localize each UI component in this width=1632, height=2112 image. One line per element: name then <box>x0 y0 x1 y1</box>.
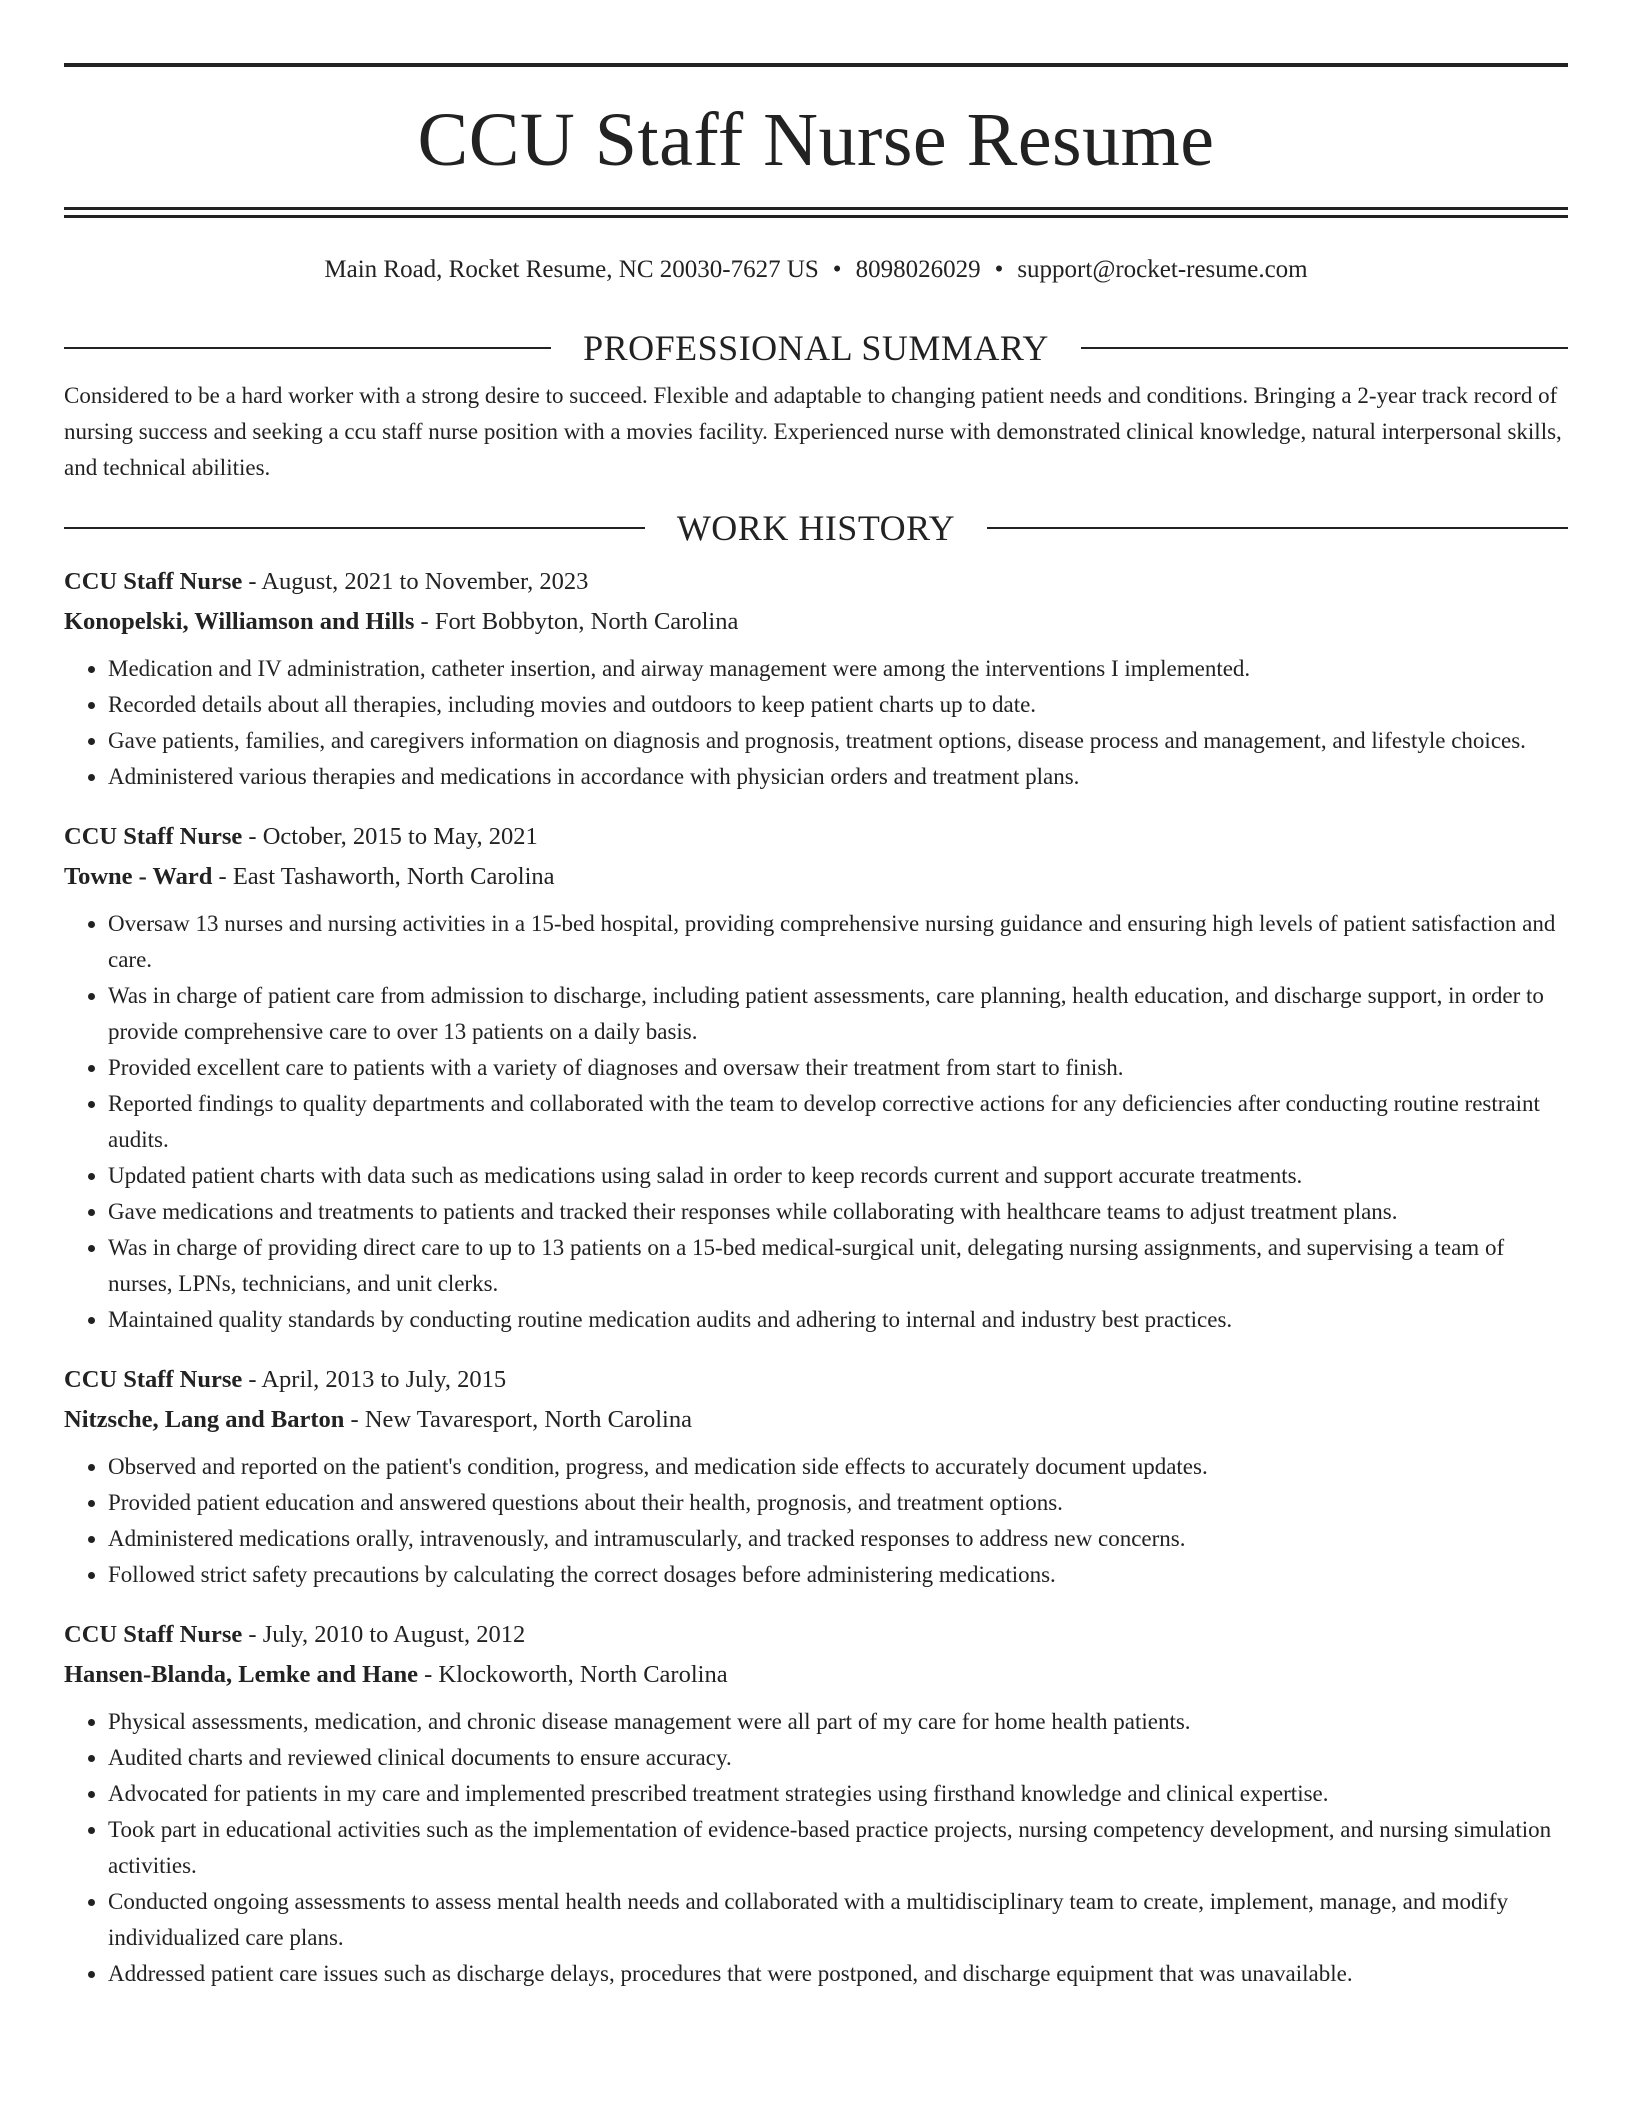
job-location: New Tavaresport, North Carolina <box>364 1406 692 1433</box>
resume-page <box>64 0 1568 1992</box>
job-bullet: • Gave patients, families, and caregivers information on diagnosis and prognosis, treatment options, disease process and management, and lifestyle choices. <box>108 723 1568 759</box>
summary-section-heading <box>64 328 1568 368</box>
job-title: CCU Staff Nurse <box>64 823 243 850</box>
job-entry <box>64 1360 1568 1593</box>
job-bullet: • Updated patient charts with data such as medications using salad in order to keep records current and support accurate treatments. <box>108 1158 1568 1194</box>
job-bullet-list <box>64 906 1568 1338</box>
job-dates: October, 2015 to May, 2021 <box>262 823 538 850</box>
job-bullet: • Medication and IV administration, catheter insertion, and airway management were among the interventions I implemented. <box>108 651 1568 687</box>
job-bullet: • Maintained quality standards by conducting routine medication audits and adhering to internal and industry best practices. <box>108 1302 1568 1338</box>
title-double-rule <box>64 207 1568 218</box>
job-bullet-list <box>64 1449 1568 1593</box>
top-rule <box>64 63 1568 67</box>
job-bullet-list <box>64 651 1568 795</box>
job-bullet: • Physical assessments, medication, and chronic disease management were all part of my care for home health patients. <box>108 1704 1568 1740</box>
contact-address: Main Road, Rocket Resume, NC 20030-7627 US <box>324 256 819 283</box>
job-employer: Towne - Ward <box>64 863 213 890</box>
job-title: CCU Staff Nurse <box>64 1366 243 1393</box>
job-bullet: • Was in charge of providing direct care to up to 13 patients on a 15-bed medical-surgical unit, delegating nursing assignments, and supervising a team of nurses, LPNs, technicians, and unit clerks. <box>108 1230 1568 1302</box>
job-bullet: • Provided excellent care to patients with a variety of diagnoses and oversaw their treatment from start to finish. <box>108 1050 1568 1086</box>
job-title: CCU Staff Nurse <box>64 1621 243 1648</box>
job-bullet: • Reported findings to quality departments and collaborated with the team to develop corrective actions for any deficiencies after conducting routine restraint audits. <box>108 1086 1568 1158</box>
job-employer-line: Konopelski, Williamson and Hills - Fort Bobbyton, North Carolina <box>64 608 739 635</box>
job-bullet: • Was in charge of patient care from admission to discharge, including patient assessments, care planning, health education, and discharge support, in order to provide comprehensive care to over 13 patients on a daily basis. <box>108 978 1568 1050</box>
job-entry <box>64 817 1568 1338</box>
job-title-line: CCU Staff Nurse - August, 2021 to November, 2023 <box>64 568 589 595</box>
heading-rule-left <box>64 347 551 349</box>
job-bullet: • Observed and reported on the patient's condition, progress, and medication side effects to accurately document updates. <box>108 1449 1568 1485</box>
job-employer-line: Nitzsche, Lang and Barton - New Tavaresport, North Carolina <box>64 1406 692 1433</box>
job-entry <box>64 562 1568 795</box>
job-bullet: • Gave medications and treatments to patients and tracked their responses while collaborating with healthcare teams to adjust treatment plans. <box>108 1194 1568 1230</box>
job-title: CCU Staff Nurse <box>64 568 243 595</box>
heading-rule-left <box>64 527 645 529</box>
contact-email: support@rocket-resume.com <box>1017 256 1308 283</box>
job-bullet: • Administered various therapies and medications in accordance with physician orders and treatment plans. <box>108 759 1568 795</box>
job-bullet: • Oversaw 13 nurses and nursing activities in a 15-bed hospital, providing comprehensive nursing guidance and ensuring high levels of patient satisfaction and care. <box>108 906 1568 978</box>
job-employer: Konopelski, Williamson and Hills <box>64 608 415 635</box>
job-location: East Tashaworth, North Carolina <box>232 863 555 890</box>
job-bullet: • Took part in educational activities such as the implementation of evidence-based practice projects, nursing competency development, and nursing simulation activities. <box>108 1812 1568 1884</box>
job-dates: April, 2013 to July, 2015 <box>261 1366 507 1393</box>
job-title-line: CCU Staff Nurse - July, 2010 to August, 2012 <box>64 1621 526 1648</box>
job-employer: Nitzsche, Lang and Barton <box>64 1406 345 1433</box>
resume-title: CCU Staff Nurse Resume <box>417 98 1215 182</box>
job-location: Klockoworth, North Carolina <box>438 1661 728 1688</box>
job-title-line: CCU Staff Nurse - April, 2013 to July, 2015 <box>64 1366 507 1393</box>
job-bullet: • Addressed patient care issues such as discharge delays, procedures that were postponed, and discharge equipment that was unavailable. <box>108 1956 1568 1992</box>
contact-phone: 8098026029 <box>855 256 981 283</box>
job-dates: July, 2010 to August, 2012 <box>262 1621 526 1648</box>
job-bullet: • Administered medications orally, intravenously, and intramuscularly, and tracked responses to address new concerns. <box>108 1521 1568 1557</box>
job-title-line: CCU Staff Nurse - October, 2015 to May, 2021 <box>64 823 538 850</box>
work-heading: WORK HISTORY <box>676 508 956 548</box>
contact-line <box>64 255 1568 285</box>
job-employer: Hansen-Blanda, Lemke and Hane <box>64 1661 418 1688</box>
job-employer-line: Hansen-Blanda, Lemke and Hane - Klockoworth, North Carolina <box>64 1661 728 1688</box>
contact-separator: • <box>832 256 842 283</box>
heading-rule-right <box>1081 347 1568 349</box>
job-dates: August, 2021 to November, 2023 <box>261 568 589 595</box>
work-history-list <box>64 562 1568 1992</box>
job-entry <box>64 1615 1568 1992</box>
job-bullet: • Recorded details about all therapies, including movies and outdoors to keep patient charts up to date. <box>108 687 1568 723</box>
job-bullet: • Audited charts and reviewed clinical documents to ensure accuracy. <box>108 1740 1568 1776</box>
work-section-heading <box>64 508 1568 548</box>
job-employer-line: Towne - Ward - East Tashaworth, North Carolina <box>64 863 555 890</box>
job-bullet: • Provided patient education and answered questions about their health, prognosis, and treatment options. <box>108 1485 1568 1521</box>
summary-heading: PROFESSIONAL SUMMARY <box>583 328 1049 368</box>
heading-rule-right <box>987 527 1568 529</box>
job-bullet: • Advocated for patients in my care and implemented prescribed treatment strategies using firsthand knowledge and clinical expertise. <box>108 1776 1568 1812</box>
job-bullet: • Followed strict safety precautions by calculating the correct dosages before administering medications. <box>108 1557 1568 1593</box>
job-bullet-list <box>64 1704 1568 1992</box>
summary-text: Considered to be a hard worker with a strong desire to succeed. Flexible and adaptable to changing patient needs and conditions. Bringing a 2-year track record of nursing success and seeking a ccu staff nurse position with a movies facility. Experienced nurse with demonstrated clinical knowledge, natural interpersonal skills, and technical abilities. <box>64 383 1562 480</box>
contact-separator: • <box>994 256 1004 283</box>
job-bullet: • Conducted ongoing assessments to assess mental health needs and collaborated with a multidisciplinary team to create, implement, manage, and modify individualized care plans. <box>108 1884 1568 1956</box>
job-location: Fort Bobbyton, North Carolina <box>434 608 739 635</box>
